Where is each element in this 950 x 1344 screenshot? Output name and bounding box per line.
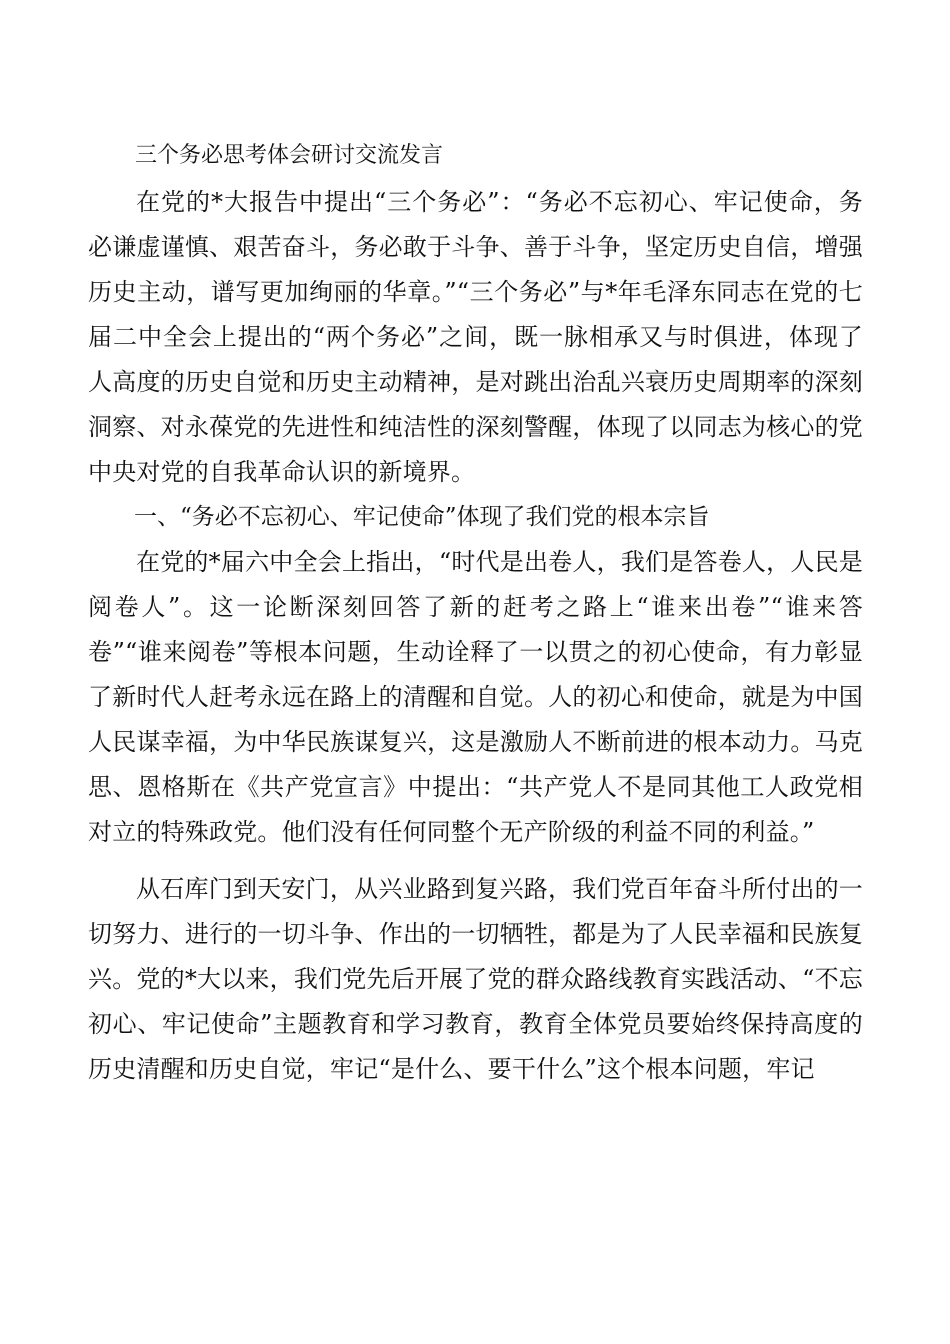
paragraph-section1-b: 从石库门到天安门，从兴业路到复兴路，我们党百年奋斗所付出的一切努力、进行的一切斗争、作出的一切牺牲，都是为了人民幸福和民族复兴。党的*大以来，我们党先后开展了党的群众路线教育实践活动、“不忘初心、牢记使命”主题教育和学习教育，教育全体党员要始终保持高度的历史清醒和历史自觉，牢记“是什么、要干什么”这个根本问题，牢记 (88, 875, 863, 1083)
paragraph-intro: 在党的*大报告中提出“三个务必”：“务必不忘初心、牢记使命，务必谦虚谨慎、艰苦奋斗，务必敢于斗争、善于斗争，坚定历史自信，增强历史主动，谱写更加绚丽的华章。”“三个务必”与*年毛泽东同志在党的七届二中全会上提出的“两个务必”之间，既一脉相承又与时俱进，体现了人高度的历史自觉和历史主动精神，是对跳出治乱兴衰历史周期率的深刻洞察、对永葆党的先进性和纯洁性的深刻警醒，体现了以同志为核心的党中央对党的自我革命认识的新境界。 (88, 188, 863, 486)
document-title: 三个务必思考体会研讨交流发言 (135, 143, 444, 168)
document-body (88, 180, 863, 1092)
paragraph-section1-a: 在党的*届六中全会上指出，“时代是出卷人，我们是答卷人，人民是阅卷人”。这一论断深刻回答了新的赶考之路上“谁来出卷”“谁来答卷”“谁来阅卷”等根本问题，生动诠释了一以贯之的初心使命，有力彰显了新时代人赶考永远在路上的清醒和自觉。人的初心和使命，就是为中国人民谋幸福，为中华民族谋复兴，这是激励人不断前进的根本动力。马克思、恩格斯在《共产党宣言》中提出：“共产党人不是同其他工人政党相对立的特殊政党。他们没有任何同整个无产阶级的利益不同的利益。” (88, 548, 863, 846)
section-heading-1: 一、“务必不忘初心、牢记使命”体现了我们党的根本宗旨 (134, 504, 710, 530)
